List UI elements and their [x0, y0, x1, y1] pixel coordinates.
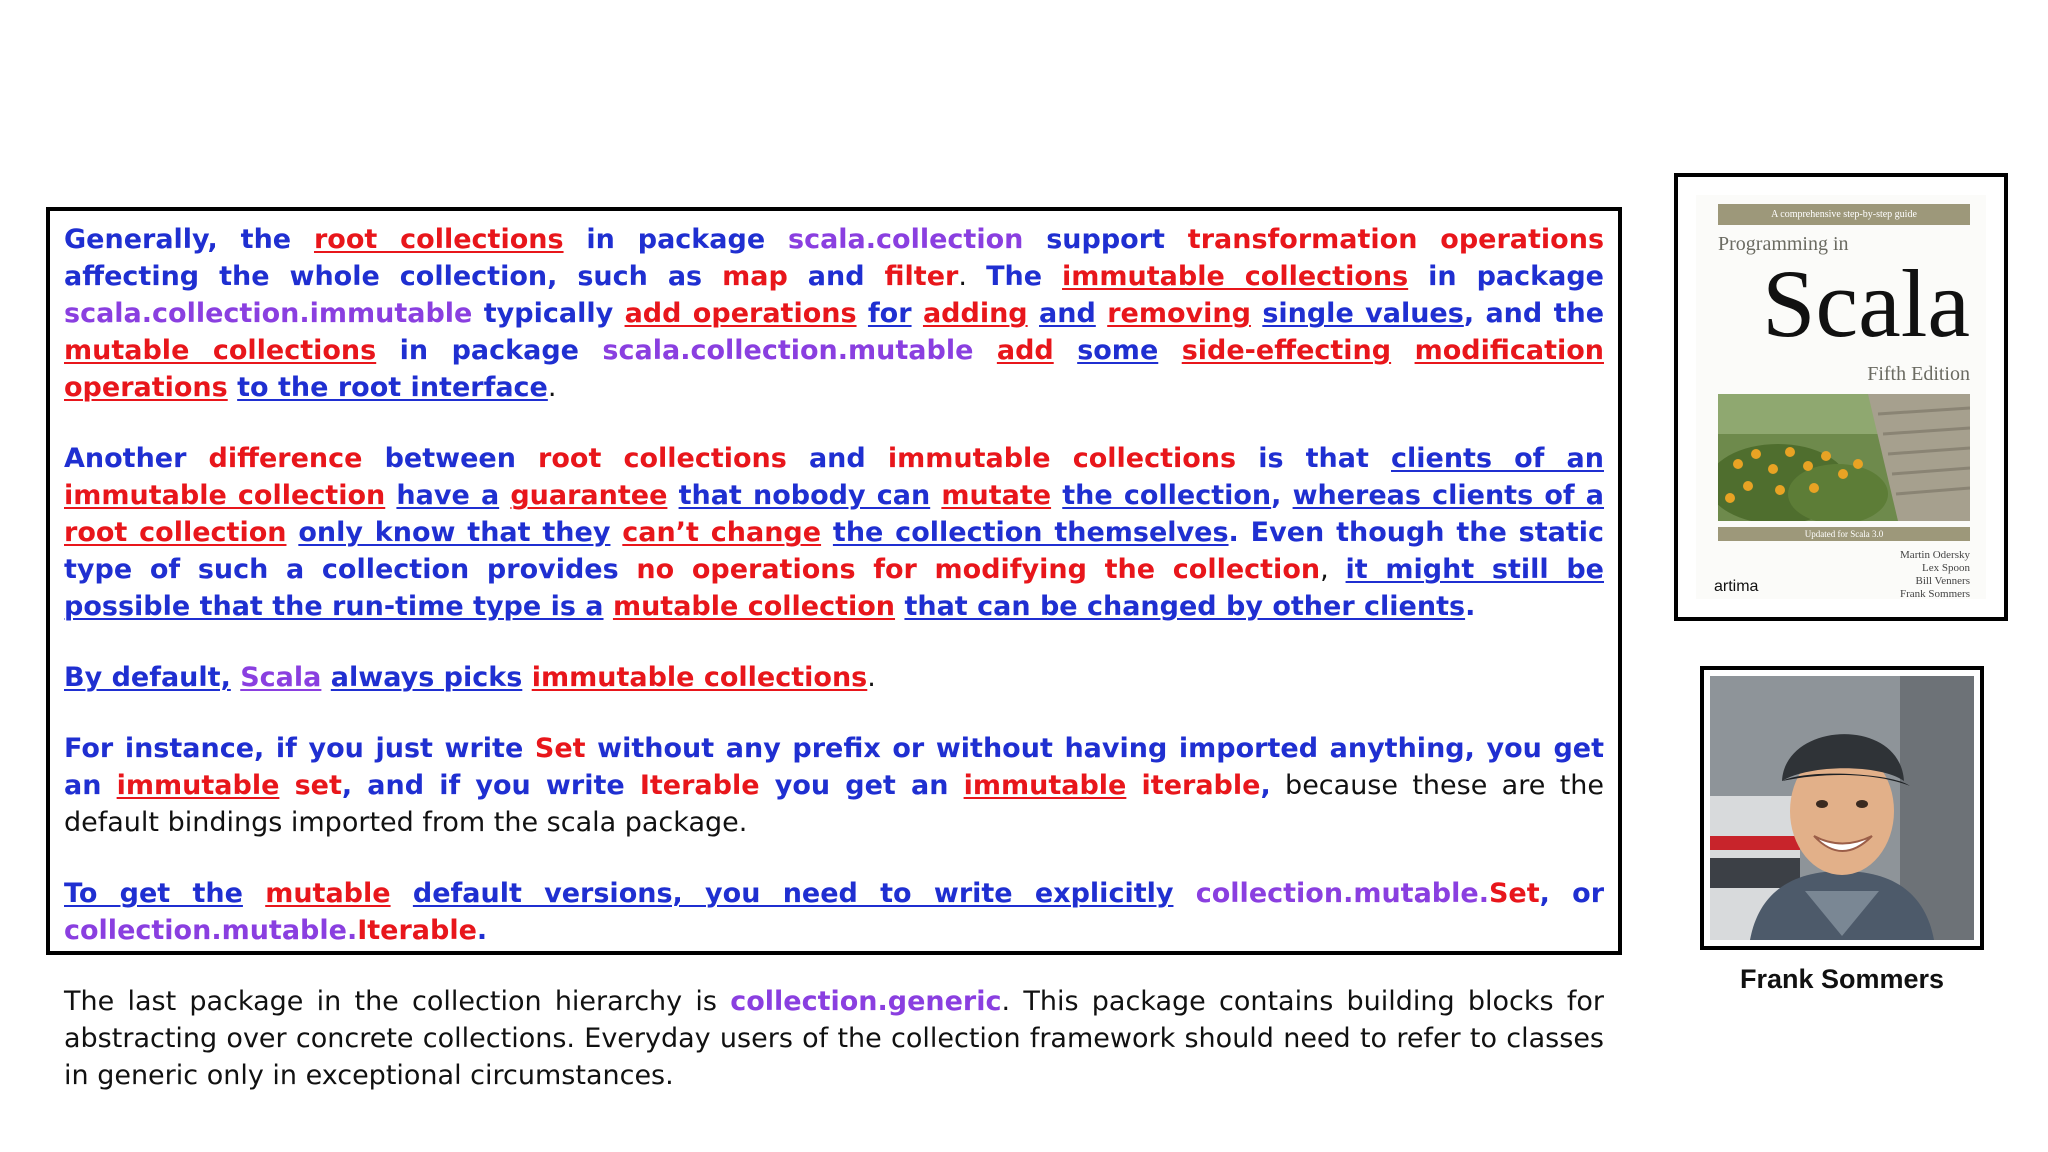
text-segment: collection.mutable. [64, 915, 358, 946]
text-segment: support [1023, 224, 1188, 255]
text-segment [522, 662, 531, 693]
book-author: Frank Sommers [1900, 588, 1970, 600]
text-segment: that nobody can [678, 480, 931, 511]
text-segment: add operations [624, 298, 857, 329]
text-segment: modification operations [64, 335, 1604, 403]
text-segment: immutable [963, 770, 1127, 801]
text-segment: adding [922, 298, 1028, 329]
text-segment: default versions, you need to write explicitly [412, 878, 1174, 909]
text-segment [610, 517, 622, 548]
text-segment: in package [563, 224, 788, 255]
text-segment: between [362, 443, 539, 474]
text-segment: Generally, the [64, 224, 314, 255]
paragraph [64, 875, 1604, 949]
text-segment: guarantee [510, 480, 668, 511]
text-segment: To get the [64, 878, 243, 909]
book-edition: Fifth Edition [1867, 363, 1970, 385]
text-segment: side-effecting [1181, 335, 1392, 366]
text-segment: is that [1236, 443, 1391, 474]
text-segment: . [476, 915, 488, 946]
text-segment: root collection [64, 517, 287, 548]
text-segment: Set [1488, 878, 1540, 909]
book-author: Martin Odersky [1900, 549, 1970, 561]
text-segment: immutable collections [887, 443, 1237, 474]
text-segment: immutable collections [1062, 261, 1409, 292]
text-segment: the collection themselves [832, 517, 1229, 548]
text-segment: mutable [265, 878, 391, 909]
book-authors [1900, 549, 1970, 601]
text-segment: . This package contains building blocks for abstracting over concrete collections. Everyday users of the collection framework should need to refer to classes in generic only in exceptional circumstances. [64, 986, 1604, 1091]
book-cover [1674, 173, 2008, 621]
text-segment [857, 298, 868, 329]
text-segment: , [1271, 480, 1293, 511]
text-segment: , or [1539, 878, 1605, 909]
garden-stairs-image [1718, 394, 1970, 521]
text-segment: only know that they [298, 517, 611, 548]
text-segment [1391, 335, 1414, 366]
text-segment: single values [1262, 298, 1464, 329]
text-segment [321, 662, 330, 693]
author-photo-inner [1710, 676, 1974, 940]
text-segment: immutable collections [531, 662, 868, 693]
text-segment: because these are the default bindings imported from the scala package. [64, 770, 1605, 838]
text-panel [46, 207, 1622, 1091]
text-segment: scala.collection.immutable [64, 298, 473, 329]
book-author: Bill Venners [1915, 575, 1970, 587]
paragraph-gap [64, 406, 1604, 440]
text-segment: you get an [759, 770, 964, 801]
text-segment: always picks [330, 662, 523, 693]
text-segment: filter [884, 261, 959, 292]
text-segment [1158, 335, 1181, 366]
text-segment: collection.generic [730, 986, 1002, 1017]
text-segment: affecting the whole collection, such as [64, 261, 723, 292]
text-segment [912, 298, 923, 329]
book-cover-photo [1718, 394, 1970, 521]
text-segment: root collections [313, 224, 564, 255]
book-tagline: A comprehensive step-by-step guide [1718, 204, 1970, 225]
paragraph [64, 659, 1604, 696]
text-segment [231, 662, 240, 693]
text-segment: have a [396, 480, 500, 511]
text-segment: clients of an [1391, 443, 1604, 474]
text-segment: collection.mutable. [1195, 878, 1489, 909]
paragraph-gap [64, 625, 1604, 659]
text-segment: immutable collection [64, 480, 386, 511]
text-segment: . Even though the static type of such a collection provides [64, 517, 1604, 585]
paragraph [64, 440, 1604, 625]
text-segment [1096, 298, 1107, 329]
book-cover-inner [1696, 195, 1986, 599]
text-segment [604, 591, 613, 622]
paragraph-gap [64, 949, 1604, 983]
text-segment: set [294, 770, 342, 801]
text-segment [243, 878, 265, 909]
text-segment: it might still be possible that the run-time type is a [64, 554, 1604, 622]
text-segment: in package [376, 335, 603, 366]
text-segment: mutable collection [612, 591, 896, 622]
text-segment [1173, 878, 1195, 909]
author-photo [1700, 666, 1984, 950]
text-segment: difference [208, 443, 363, 474]
text-segment: Set [534, 733, 586, 764]
text-segment: , [1320, 554, 1346, 585]
paragraph [64, 221, 1604, 406]
text-segment: , [1260, 770, 1271, 801]
text-segment: add [996, 335, 1054, 366]
text-segment: The [986, 261, 1063, 292]
book-pre-title: Programming in [1718, 233, 1849, 255]
text-segment [1126, 770, 1141, 801]
text-segment: the collection [1062, 480, 1272, 511]
text-segment: iterable [1141, 770, 1261, 801]
text-segment: typically [472, 298, 625, 329]
text-segment: and [1039, 298, 1096, 329]
text-segment [286, 517, 298, 548]
text-segment: to the root interface [237, 372, 548, 403]
text-segment: in package [1408, 261, 1604, 292]
text-segment [930, 480, 941, 511]
text-segment: . [867, 662, 876, 693]
text-segment: Another [64, 443, 209, 474]
paragraph [64, 730, 1604, 841]
text-segment [1251, 298, 1262, 329]
text-segment: and [786, 443, 888, 474]
text-segment [1028, 298, 1039, 329]
text-segment [667, 480, 678, 511]
text-segment: . [1465, 591, 1476, 622]
text-segment: transformation operations [1187, 224, 1605, 255]
book-title: Scala [1762, 250, 1970, 357]
text-segment: Iterable [639, 770, 760, 801]
paragraph [64, 983, 1604, 1094]
text-segment [1051, 480, 1062, 511]
text-segment: map [722, 261, 788, 292]
text-segment [391, 878, 413, 909]
text-segment [228, 372, 237, 403]
text-segment: whereas clients of a [1292, 480, 1605, 511]
text-segment: Iterable [357, 915, 477, 946]
text-segment: scala.collection.mutable [602, 335, 974, 366]
text-segment: scala.collection [788, 224, 1024, 255]
text-segment [499, 480, 510, 511]
text-segment [821, 517, 833, 548]
text-segment: removing [1107, 298, 1251, 329]
text-segment: some [1077, 335, 1159, 366]
text-segment [279, 770, 294, 801]
author-name-caption: Frank Sommers [1739, 964, 1945, 994]
text-segment [385, 480, 396, 511]
text-segment [973, 335, 996, 366]
paragraph-gap [64, 696, 1604, 730]
text-segment: can’t change [622, 517, 822, 548]
text-segment [1054, 335, 1077, 366]
book-author: Lex Spoon [1922, 562, 1970, 574]
text-segment: . [547, 372, 557, 403]
paragraph-gap [64, 841, 1604, 875]
text-segment: By default, [64, 662, 231, 693]
text-segment: immutable [116, 770, 280, 801]
text-segment: Scala [240, 662, 322, 693]
text-segment: mutable collections [64, 335, 377, 366]
book-update-note: Updated for Scala 3.0 [1718, 527, 1970, 541]
text-segment: For instance, if you just write [64, 733, 535, 764]
text-segment: , and if you write [341, 770, 640, 801]
text-segment: The last package in the collection hierarchy is [64, 986, 731, 1017]
text-segment: . [958, 261, 987, 292]
text-segment: mutate [941, 480, 1052, 511]
portrait-image [1710, 676, 1974, 940]
text-segment: no operations for modifying the collection [636, 554, 1321, 585]
text-segment: , and the [1463, 298, 1605, 329]
text-segment: root collections [538, 443, 787, 474]
text-segment: that can be changed by other clients [904, 591, 1466, 622]
text-segment: without any prefix or without having imported anything, you get an [64, 733, 1604, 801]
text-segment: and [787, 261, 885, 292]
text-segment: for [867, 298, 912, 329]
book-publisher: artima [1714, 578, 1759, 595]
